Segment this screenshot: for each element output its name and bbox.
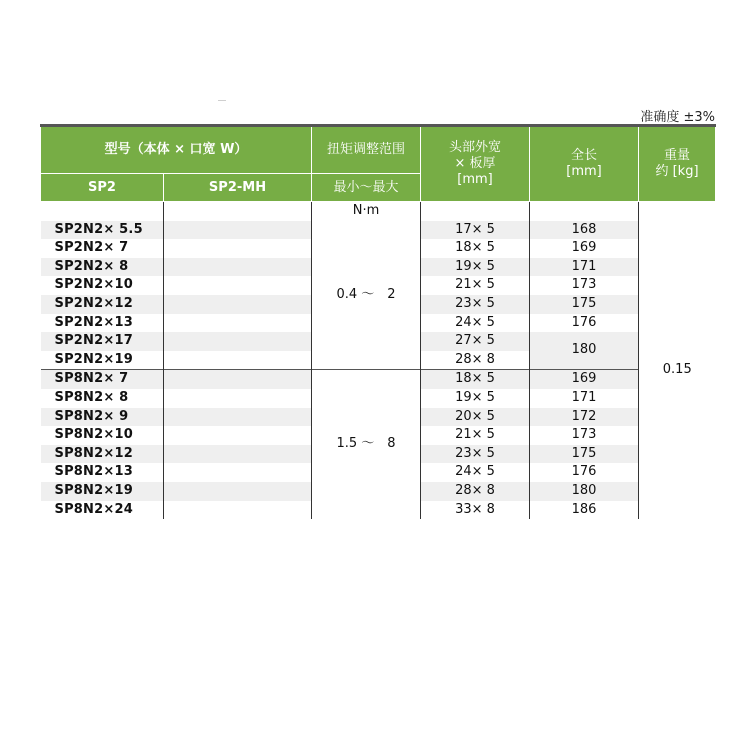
sp2mh-cell (164, 351, 312, 370)
head-width-cell: 24× 5 (421, 463, 530, 482)
sp2mh-cell (164, 239, 312, 258)
sp2mh-cell (164, 445, 312, 464)
length-cell: 171 (530, 389, 639, 408)
model-cell: SP2N2× 5.5 (41, 221, 164, 240)
sp2-col-header: SP2 (41, 174, 164, 202)
head-width-cell: 21× 5 (421, 426, 530, 445)
sp2mh-cell (164, 370, 312, 389)
torque-range-cell: 0.4 ～ 2 (312, 221, 421, 370)
length-cell: 171 (530, 258, 639, 277)
head-width-header (421, 126, 530, 202)
model-cell: SP8N2×24 (41, 501, 164, 520)
torque-range-header: 扭矩调整范围 (312, 126, 421, 174)
model-cell: SP2N2×10 (41, 276, 164, 295)
length-cell: 168 (530, 221, 639, 240)
weight-cell: 0.15 (662, 361, 692, 377)
sp2mh-cell (164, 482, 312, 501)
length-cell: 169 (530, 370, 639, 389)
torque-minmax-header: 最小～最大 (312, 174, 421, 202)
head-width-cell: 18× 5 (421, 239, 530, 258)
head-width-cell: 17× 5 (421, 221, 530, 240)
head-width-cell: 23× 5 (421, 295, 530, 314)
model-cell: SP8N2× 7 (41, 370, 164, 389)
sp2mh-col-header: SP2-MH (164, 174, 312, 202)
length-cell: 180 (530, 482, 639, 501)
sp2mh-cell (164, 276, 312, 295)
model-cell: SP2N2×19 (41, 351, 164, 370)
head-width-line1: 头部外宽 (448, 140, 501, 155)
sp2mh-cell (164, 332, 312, 351)
table-row (41, 221, 716, 240)
head-width-cell: 28× 8 (421, 351, 530, 370)
head-width-cell: 19× 5 (421, 389, 530, 408)
model-group-header: 型号（本体 × 口宽 W） (41, 126, 312, 174)
weight-header (639, 126, 716, 202)
head-width-cell: 21× 5 (421, 276, 530, 295)
model-cell: SP2N2×13 (41, 314, 164, 333)
model-cell: SP8N2×10 (41, 426, 164, 445)
model-cell: SP8N2×19 (41, 482, 164, 501)
length-cell: 173 (530, 426, 639, 445)
sp2mh-cell (164, 389, 312, 408)
length-cell: 180 (530, 332, 639, 370)
head-width-cell: 27× 5 (421, 332, 530, 351)
model-cell: SP2N2× 7 (41, 239, 164, 258)
head-width-cell: 24× 5 (421, 314, 530, 333)
length-header (530, 126, 639, 202)
head-width-cell: 19× 5 (421, 258, 530, 277)
model-cell: SP2N2× 8 (41, 258, 164, 277)
torque-range-cell: 1.5 ～ 8 (312, 370, 421, 519)
length-cell: 172 (530, 408, 639, 427)
length-unit: [mm] (566, 164, 602, 179)
length-cell: 175 (530, 295, 639, 314)
table-row (41, 370, 716, 389)
model-cell: SP8N2× 8 (41, 389, 164, 408)
sp2mh-cell (164, 295, 312, 314)
decorative-mark (218, 100, 226, 101)
torque-unit: N·m (312, 202, 421, 221)
head-width-cell: 20× 5 (421, 408, 530, 427)
sp2mh-cell (164, 408, 312, 427)
weight-unit: 约 [kg] (655, 164, 699, 179)
spec-table (40, 124, 716, 519)
sp2mh-cell (164, 258, 312, 277)
length-label: 全长 (570, 148, 597, 163)
head-width-line2: × 板厚 (454, 156, 496, 171)
sp2mh-cell (164, 426, 312, 445)
length-cell: 176 (530, 314, 639, 333)
model-cell: SP2N2×12 (41, 295, 164, 314)
length-cell: 186 (530, 501, 639, 520)
model-cell: SP8N2× 9 (41, 408, 164, 427)
model-cell: SP2N2×17 (41, 332, 164, 351)
length-cell: 175 (530, 445, 639, 464)
head-width-cell: 18× 5 (421, 370, 530, 389)
weight-label: 重量 (663, 148, 690, 163)
sp2mh-cell (164, 221, 312, 240)
length-cell: 173 (530, 276, 639, 295)
head-width-cell: 28× 8 (421, 482, 530, 501)
sp2mh-cell (164, 463, 312, 482)
sp2mh-cell (164, 314, 312, 333)
model-cell: SP8N2×12 (41, 445, 164, 464)
model-cell: SP8N2×13 (41, 463, 164, 482)
head-width-cell: 23× 5 (421, 445, 530, 464)
length-cell: 176 (530, 463, 639, 482)
head-width-cell: 33× 8 (421, 501, 530, 520)
accuracy-note: 准确度 ±3% (640, 110, 715, 125)
length-cell: 169 (530, 239, 639, 258)
head-width-unit: [mm] (457, 172, 493, 187)
sp2mh-cell (164, 501, 312, 520)
